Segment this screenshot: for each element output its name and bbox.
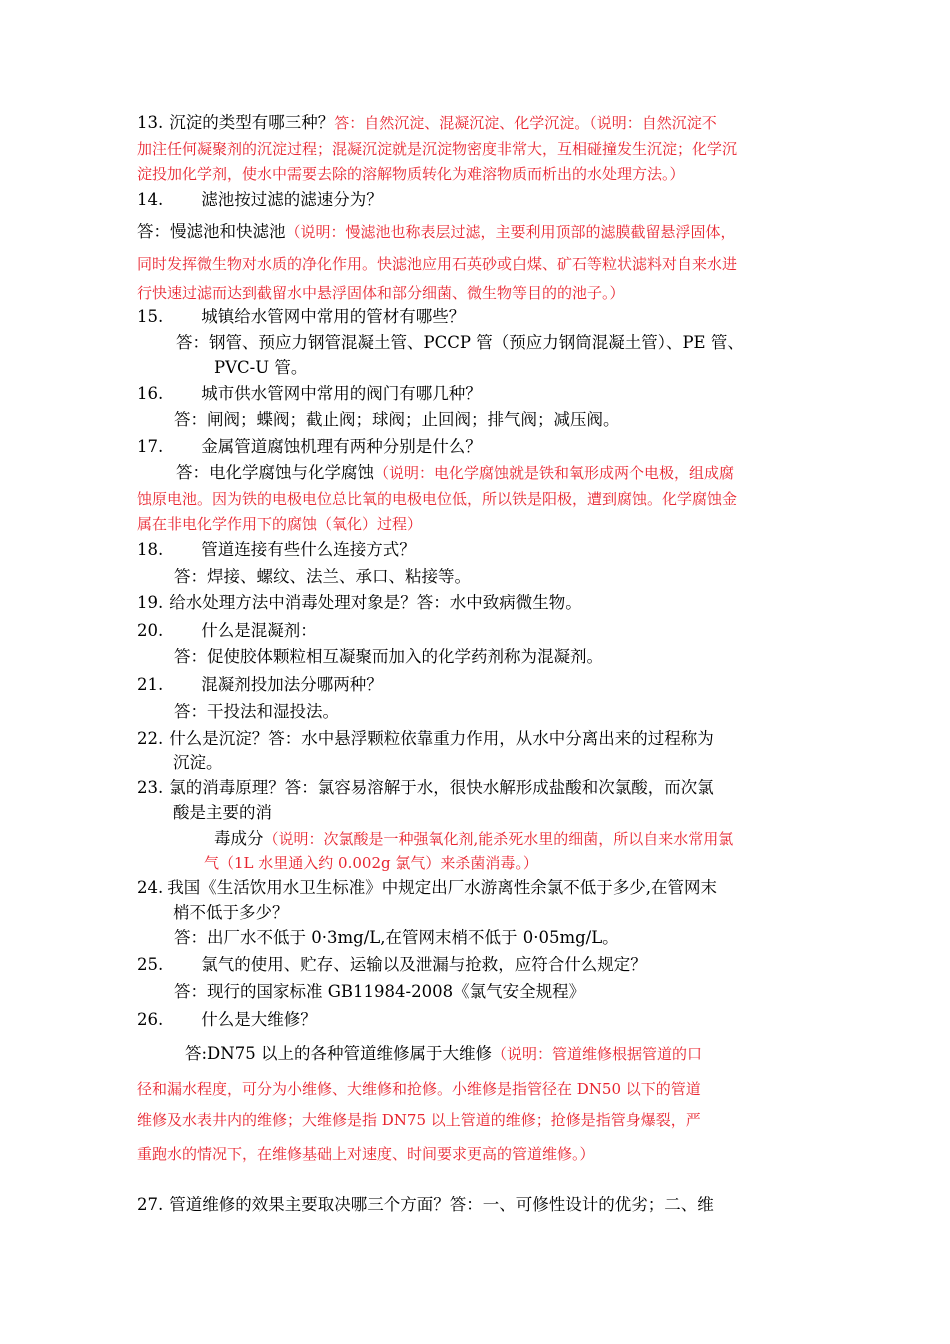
q24-number: 24. — [137, 878, 164, 897]
q26-question-line — [137, 1008, 317, 1032]
q21-number: 21. — [137, 675, 164, 694]
q22-text: 什么是沉淀？答：水中悬浮颗粒依靠重力作用，从水中分离出来的过程称为 — [169, 729, 714, 748]
q14-note-line1: （说明：慢滤池也称表层过滤，主要利用顶部的滤膜截留悬浮固体， — [285, 223, 736, 241]
q23-answer: 毒成分 — [214, 829, 264, 848]
q21-question: 混凝剂投加法分哪两种？ — [201, 675, 383, 694]
q19-text: 给水处理方法中消毒处理对象是？答：水中致病微生物。 — [169, 593, 582, 612]
q22-number: 22. — [137, 729, 164, 748]
q23-number: 23. — [137, 778, 164, 797]
q13-number: 13. — [137, 113, 164, 132]
q13-question: 沉淀的类型有哪三种？ — [169, 113, 335, 132]
q24-answer: 答：出厂水不低于 0·3mg/L,在管网末梢不低于 0·05mg/L。 — [174, 928, 619, 947]
q19-line — [137, 591, 582, 615]
q13-answer: 答：自然沉淀、混凝沉淀、化学沉淀。（说明：自然沉淀不 — [334, 114, 717, 132]
q14-question: 滤池按过滤的滤速分为？ — [201, 190, 383, 209]
q16-answer: 答：闸阀；蝶阀；截止阀；球阀；止回阀；排气阀；减压阀。 — [174, 410, 620, 429]
q24-line2: 梢不低于多少？ — [173, 903, 289, 922]
q18-question-line — [137, 538, 416, 562]
q14-question-line — [137, 188, 383, 212]
q21-answer: 答：干投法和湿投法。 — [174, 702, 339, 721]
q22-line1 — [137, 727, 714, 751]
q21-question-line — [137, 673, 383, 697]
q23-line2: 酸是主要的消 — [173, 803, 272, 822]
q17-answer-line — [176, 461, 734, 485]
q14-number: 14. — [137, 190, 164, 209]
q24-line1 — [137, 876, 717, 900]
q16-question: 城市供水管网中常用的阀门有哪几种？ — [201, 384, 482, 403]
q26-note-line1: （说明：管道维修根据管道的口 — [491, 1045, 702, 1063]
q14-note-line2: 同时发挥微生物对水质的净化作用。快滤池应用石英砂或白煤、矿石等粒状滤料对自来水进 — [137, 255, 738, 273]
q23-note-line1: （说明：次氯酸是一种强氧化剂,能杀死水里的细菌，所以自来水常用氯 — [263, 830, 734, 848]
q22-line2: 沉淀。 — [173, 753, 223, 772]
q15-question: 城镇给水管网中常用的管材有哪些？ — [201, 307, 466, 326]
q25-answer: 答：现行的国家标准 GB11984-2008《氯气安全规程》 — [174, 982, 586, 1001]
q23-line3 — [214, 827, 733, 851]
q17-number: 17. — [137, 437, 164, 456]
q26-question: 什么是大维修？ — [201, 1010, 317, 1029]
q23-line1 — [137, 776, 714, 800]
q14-answer: 答：慢滤池和快滤池 — [137, 222, 286, 241]
q20-answer: 答：促使胶体颗粒相互凝聚而加入的化学药剂称为混凝剂。 — [174, 647, 603, 666]
q18-answer: 答：焊接、螺纹、法兰、承口、粘接等。 — [174, 567, 471, 586]
q23-note-line2: 气（1L 水里通入约 0.002g 氯气）来杀菌消毒。） — [204, 854, 538, 872]
q27-number: 27. — [137, 1195, 164, 1214]
q26-answer-line — [185, 1042, 702, 1066]
q26-number: 26. — [137, 1010, 164, 1029]
q26-note-line2: 径和漏水程度，可分为小维修、大维修和抢修。小维修是指管径在 DN50 以下的管道 — [137, 1080, 701, 1098]
q18-number: 18. — [137, 540, 164, 559]
q15-question-line — [137, 305, 465, 329]
q17-note-line1: （说明：电化学腐蚀就是铁和氧形成两个电极，组成腐 — [374, 464, 735, 482]
q24-text: 我国《生活饮用水卫生标准》中规定出厂水游离性余氯不低于多少,在管网末 — [167, 878, 717, 897]
q17-answer: 答：电化学腐蚀与化学腐蚀 — [176, 463, 374, 482]
q20-question: 什么是混凝剂： — [201, 621, 317, 640]
q26-note-line3: 维修及水表井内的维修；大维修是指 DN75 以上管道的维修；抢修是指管身爆裂，严 — [137, 1111, 701, 1129]
q18-question: 管道连接有些什么连接方式？ — [201, 540, 416, 559]
q14-answer-line — [137, 220, 736, 244]
q16-question-line — [137, 382, 482, 406]
q15-answer-line2: PVC-U 管。 — [214, 358, 308, 377]
q13-note-line3: 淀投加化学剂，使水中需要去除的溶解物质转化为难溶物质而析出的水处理方法。） — [137, 165, 685, 183]
q25-question-line — [137, 953, 647, 977]
q26-note-line4: 重跑水的情况下，在维修基础上对速度、时间要求更高的管道维修。） — [137, 1145, 595, 1163]
q25-question: 氯气的使用、贮存、运输以及泄漏与抢救，应符合什么规定？ — [201, 955, 647, 974]
q19-number: 19. — [137, 593, 164, 612]
q20-number: 20. — [137, 621, 164, 640]
q15-number: 15. — [137, 307, 164, 326]
q17-note-line2: 蚀原电池。因为铁的电极电位总比氧的电极电位低，所以铁是阳极，遭到腐蚀。化学腐蚀金 — [137, 490, 738, 508]
q27-line — [137, 1193, 714, 1217]
q14-note-line3: 行快速过滤而达到截留水中悬浮固体和部分细菌、微生物等目的的池子。） — [137, 284, 625, 302]
q17-question-line — [137, 435, 482, 459]
q17-note-line3: 属在非电化学作用下的腐蚀（氧化）过程） — [137, 515, 423, 533]
q27-text: 管道维修的效果主要取决哪三个方面？答：一、可修性设计的优劣；二、维 — [169, 1195, 714, 1214]
q23-text: 氯的消毒原理？答：氯容易溶解于水，很快水解形成盐酸和次氯酸，而次氯 — [169, 778, 714, 797]
q17-question: 金属管道腐蚀机理有两种分别是什么？ — [201, 437, 482, 456]
q25-number: 25. — [137, 955, 164, 974]
q13-note-line2: 加注任何凝聚剂的沉淀过程；混凝沉淀就是沉淀物密度非常大，互相碰撞发生沉淀；化学沉 — [137, 140, 738, 158]
q26-answer: 答:DN75 以上的各种管道维修属于大维修 — [185, 1044, 492, 1063]
q13-line1 — [137, 111, 717, 135]
q16-number: 16. — [137, 384, 164, 403]
q20-question-line — [137, 619, 317, 643]
q15-answer-line1: 答：钢管、预应力钢管混凝土管、PCCP 管（预应力钢筒混凝土管）、PE 管、 — [176, 333, 744, 352]
